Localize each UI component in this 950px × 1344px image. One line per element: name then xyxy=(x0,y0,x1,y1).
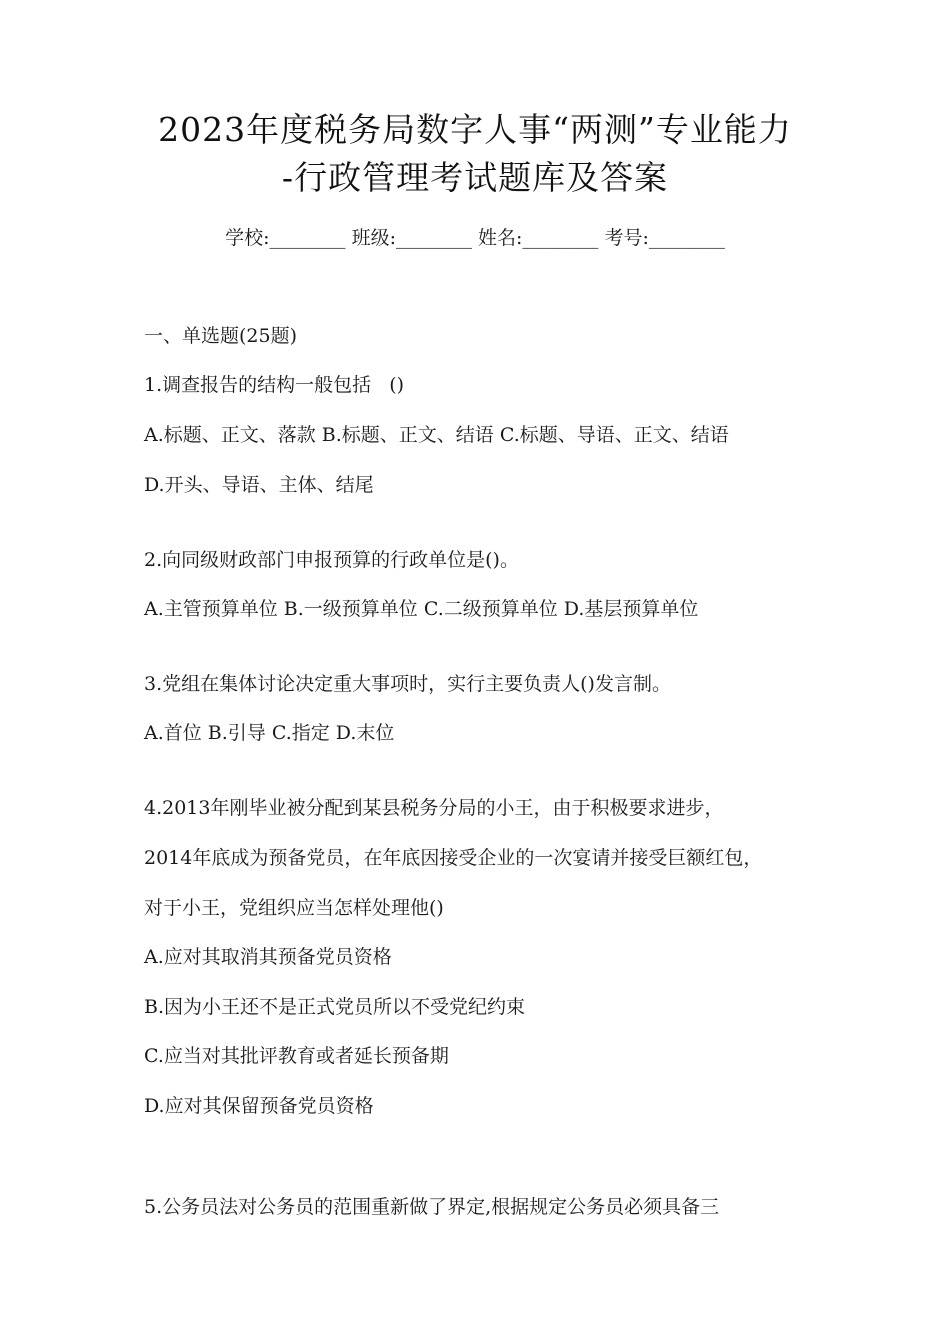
question-4-option-a: A.应对其取消其预备党员资格 xyxy=(144,946,392,968)
question-4-stem-line-3: 对于小王，党组织应当怎样处理他() xyxy=(144,897,444,919)
question-3-options: A.首位 B.引导 C.指定 D.末位 xyxy=(144,722,395,744)
question-4-option-b: B.因为小王还不是正式党员所以不受党纪约束 xyxy=(144,996,526,1018)
question-4-option-c: C.应当对其批评教育或者延长预备期 xyxy=(144,1045,449,1067)
question-4-stem-line-2: 2014年底成为预备党员，在年底因接受企业的一次宴请并接受巨额红包， xyxy=(144,847,763,869)
question-1-options-line-2: D.开头、导语、主体、结尾 xyxy=(144,474,374,496)
section-heading: 一、单选题(25题) xyxy=(144,325,298,347)
student-info-line: 学校:________ 班级:________ 姓名:________ 考号:________ xyxy=(225,227,725,249)
document-title-line-2: -行政管理考试题库及答案 xyxy=(281,158,669,197)
question-4-stem-line-1: 4.2013年刚毕业被分配到某县税务分局的小王，由于积极要求进步， xyxy=(144,797,724,819)
question-1-stem: 1.调查报告的结构一般包括 () xyxy=(144,374,405,396)
question-2-stem: 2.向同级财政部门申报预算的行政单位是()。 xyxy=(144,549,519,571)
document-title-line-1: 2023年度税务局数字人事“两测”专业能力 xyxy=(158,110,792,149)
question-3-stem: 3.党组在集体讨论决定重大事项时，实行主要负责人()发言制。 xyxy=(144,673,671,695)
question-5-stem: 5.公务员法对公务员的范围重新做了界定,根据规定公务员必须具备三 xyxy=(144,1196,720,1218)
question-1-options-line-1: A.标题、正文、落款 B.标题、正文、结语 C.标题、导语、正文、结语 xyxy=(144,424,729,446)
question-4-option-d: D.应对其保留预备党员资格 xyxy=(144,1095,374,1117)
question-2-options: A.主管预算单位 B.一级预算单位 C.二级预算单位 D.基层预算单位 xyxy=(144,598,699,620)
